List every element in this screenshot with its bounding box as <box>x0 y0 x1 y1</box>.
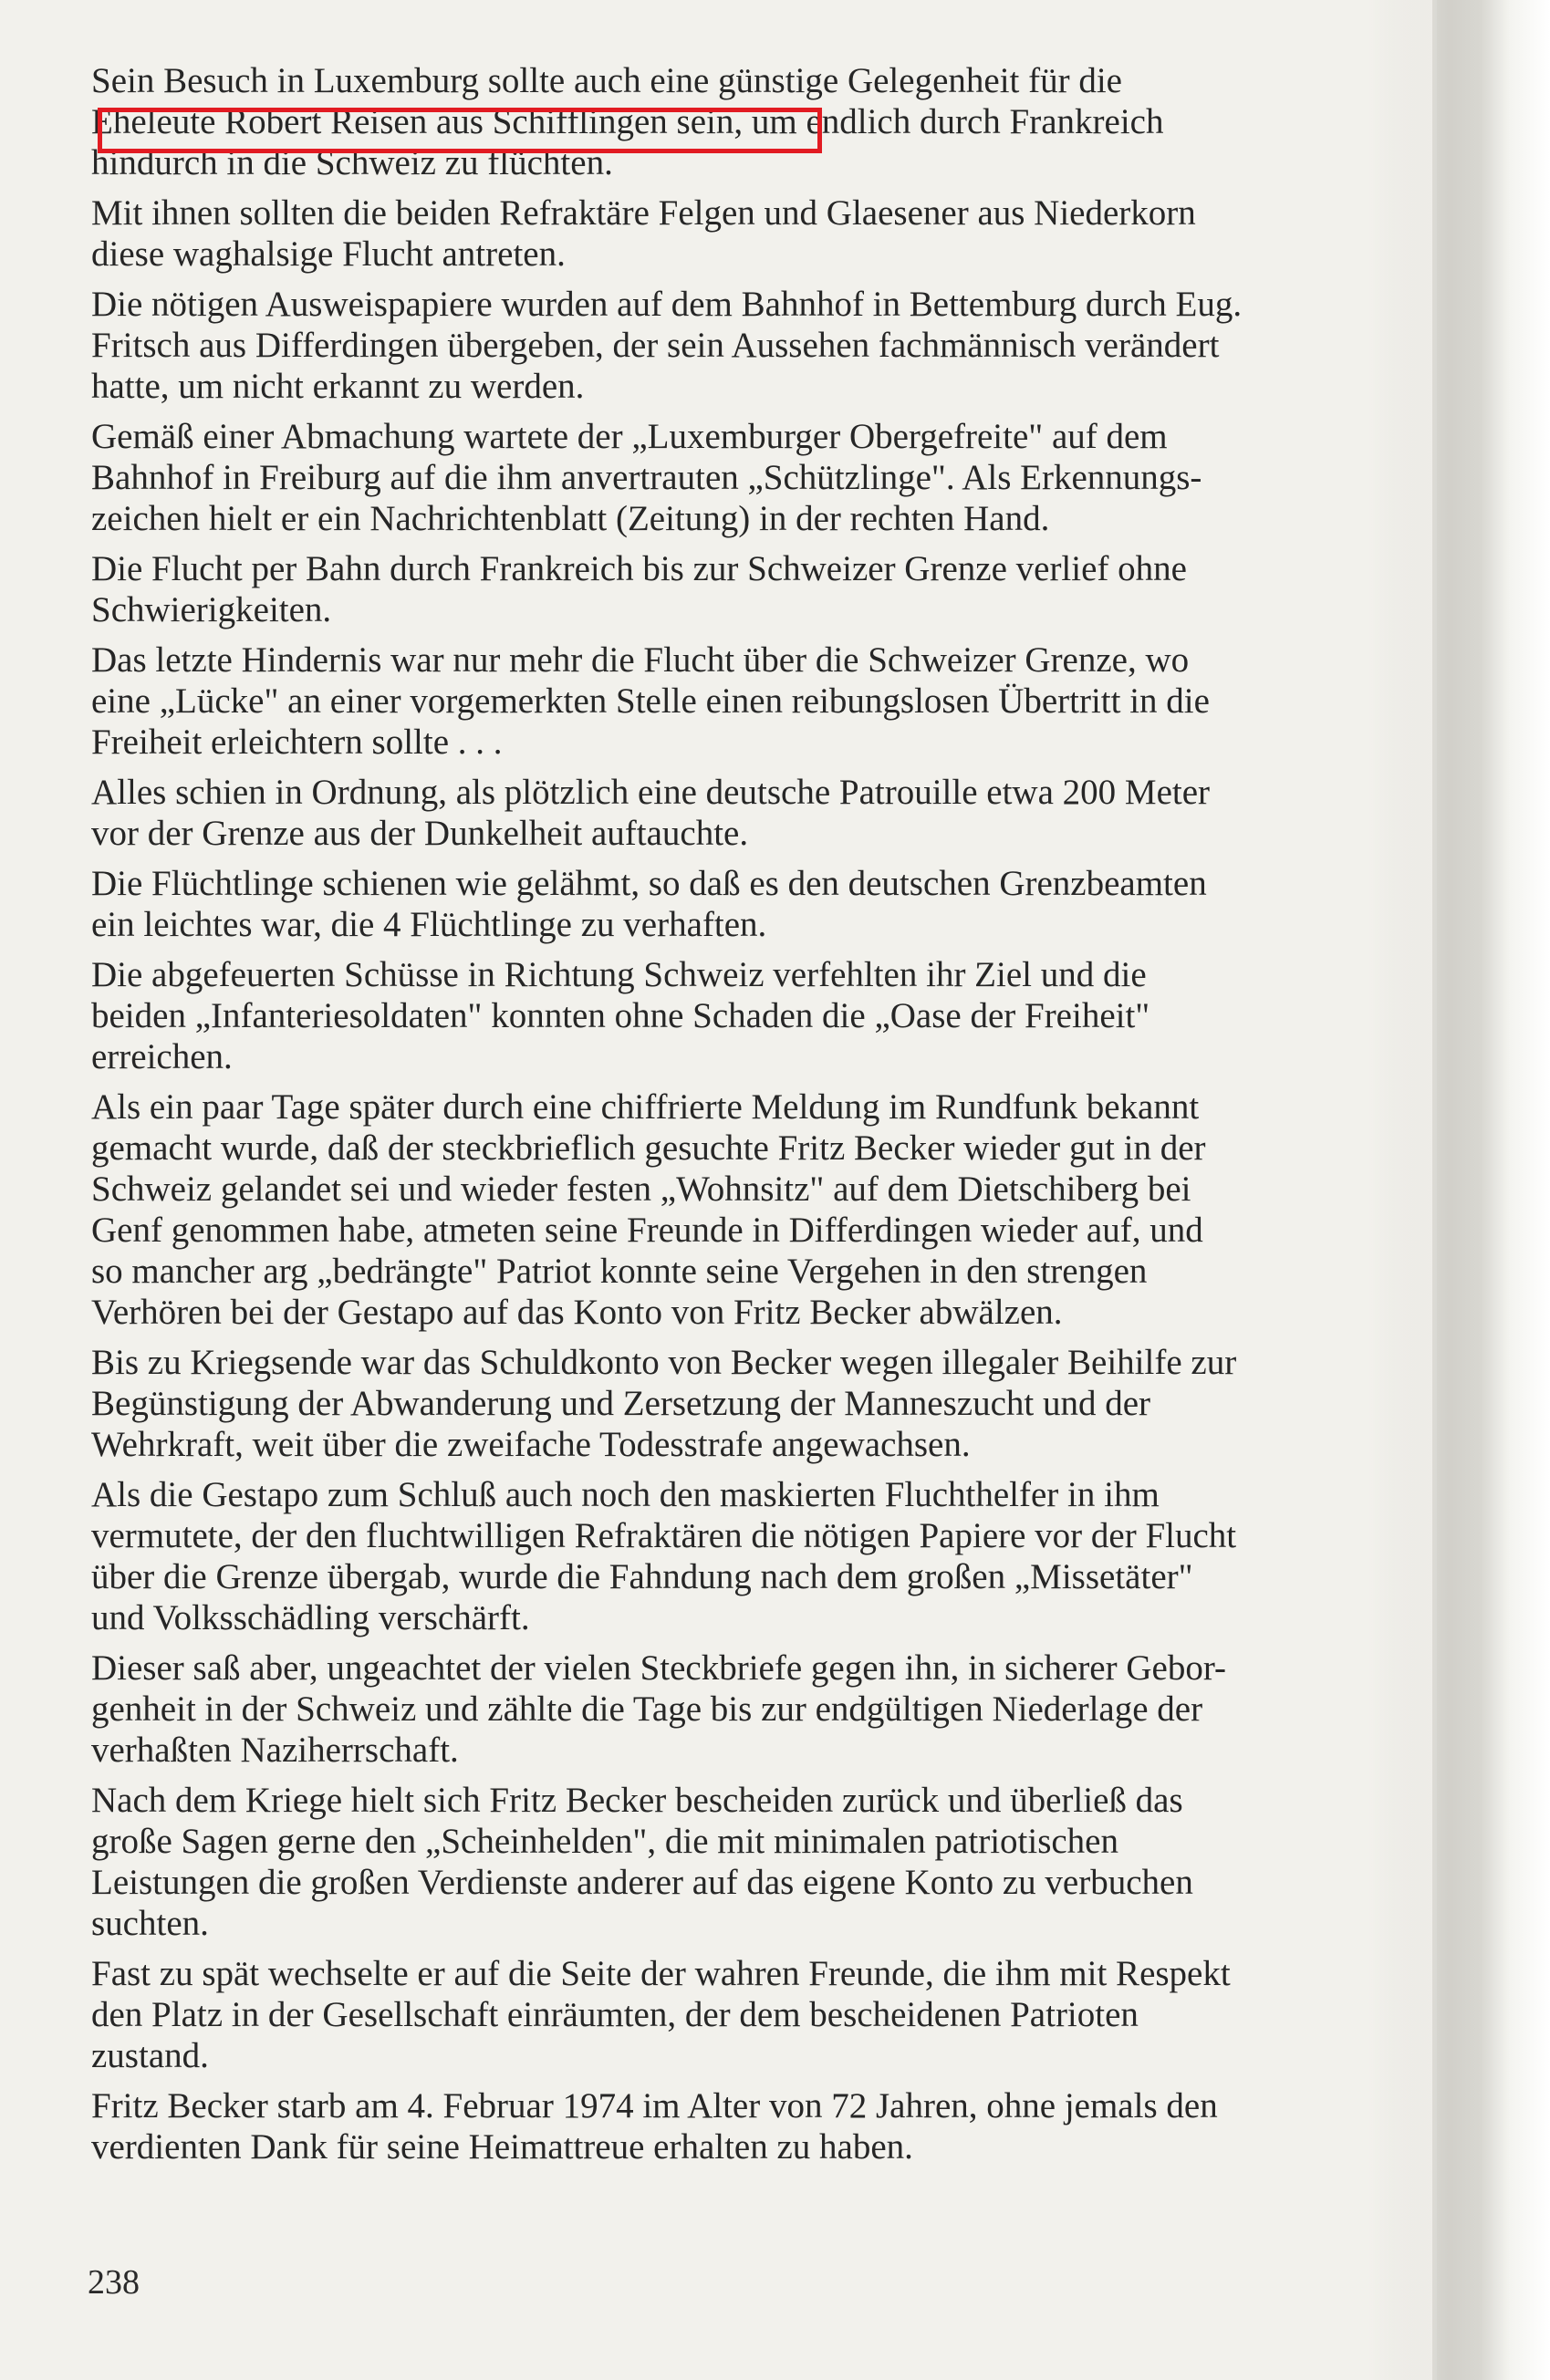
paragraph-6: Das letzte Hindernis war nur mehr die Flucht über die Schweizer Grenze, wo eine „Lücke" an einer vorgemerkten Stelle einen reibungslosen Übertritt in die Freiheit erleichtern sollte . . . <box>91 640 1210 762</box>
paragraph-12: Als die Gestapo zum Schluß auch noch den maskierten Fluchthelfer in ihm vermutete, der den fluchtwilligen Refraktären die nötigen Papiere vor der Flucht über die Grenze übergab, wurde die Fahndung nach dem großen „Missetäter" und Volksschädling verschärft. <box>91 1475 1237 1637</box>
paragraph-5: Die Flucht per Bahn durch Frankreich bis zur Schweizer Grenze verlief ohne Schwierigkeiten. <box>91 549 1187 629</box>
paragraph-16: Fritz Becker starb am 4. Februar 1974 im Alter von 72 Jahren, ohne jemals den verdienten Dank für seine Heimattreue erhalten zu haben. <box>91 2086 1218 2167</box>
paragraph-3: Die nötigen Ausweispapiere wurden auf dem Bahnhof in Bettemburg durch Eug. Fritsch aus Differdingen übergeben, der sein Aussehen fachmännisch verändert hatte, um nicht erkannt zu werden. <box>91 285 1243 406</box>
paragraph-9: Die abgefeuerten Schüsse in Richtung Schweiz verfehlten ihr Ziel und die beiden „Infanteriesoldaten" konnten ohne Schaden die „Oase der Freiheit" erreichen. <box>91 955 1150 1076</box>
paragraph-8: Die Flüchtlinge schienen wie gelähmt, so daß es den deutschen Grenzbeamten ein leichtes war, die 4 Flüchtlinge zu verhaften. <box>91 864 1207 944</box>
paragraph-14: Nach dem Kriege hielt sich Fritz Becker bescheiden zurück und überließ das große Sagen gerne den „Scheinhelden", die mit minimalen patriotischen Leistungen die großen Verdienste anderer auf das eigene Konto zu verbuchen suchten. <box>91 1781 1193 1943</box>
paragraph-10: Als ein paar Tage später durch eine chiffrierte Meldung im Rundfunk bekannt gemacht wurde, daß der steckbrieflich gesuchte Fritz Becker wieder gut in der Schweiz gelandet sei und wieder festen „Wohnsitz" auf dem Dietschiberg bei Genf genommen habe, atmeten seine Freunde in Differdingen wieder auf, und so mancher arg „bedrängte" Patriot konnte seine Vergehen in den strengen Verhören bei der Gestapo auf das Konto von Fritz Becker abwälzen. <box>91 1087 1206 1332</box>
paragraph-4: Gemäß einer Abmachung wartete der „Luxemburger Obergefreite" auf dem Bahnhof in Freiburg auf die ihm anvertrauten „Schützlinge". Als Erkennungs- zeichen hielt er ein Nachrichtenblatt (Zeitung) in der rechten Hand. <box>91 417 1202 538</box>
paragraph-13: Dieser saß aber, ungeachtet der vielen Steckbriefe gegen ihn, in sicherer Gebor- genheit in der Schweiz und zählte die Tage bis zur endgültigen Niederlage der verhaßten Naziherrschaft. <box>91 1648 1227 1770</box>
paragraph-1: Sein Besuch in Luxemburg sollte auch eine günstige Gelegenheit für die Eheleute Robert Reisen aus Schifflingen sein, um endlich durch Frankreich hindurch in die Schweiz zu flüchten. <box>91 61 1164 182</box>
body-text <box>91 60 1423 2177</box>
page-number: 238 <box>88 2263 140 2302</box>
highlight-box <box>98 108 822 153</box>
paragraph-7: Alles schien in Ordnung, als plötzlich eine deutsche Patrouille etwa 200 Meter vor der Grenze aus der Dunkelheit auftauchte. <box>91 773 1211 853</box>
paragraph-15: Fast zu spät wechselte er auf die Seite der wahren Freunde, die ihm mit Respekt den Platz in der Gesellschaft einräumten, der dem bescheidenen Patrioten zustand. <box>91 1954 1231 2075</box>
paragraph-2: Mit ihnen sollten die beiden Refraktäre Felgen und Glaesener aus Niederkorn diese waghalsige Flucht antreten. <box>91 193 1196 274</box>
paragraph-11: Bis zu Kriegsende war das Schuldkonto von Becker wegen illegaler Beihilfe zur Begünstigung der Abwanderung und Zersetzung der Manneszucht und der Wehrkraft, weit über die zweifache Todesstrafe angewachsen. <box>91 1343 1237 1464</box>
